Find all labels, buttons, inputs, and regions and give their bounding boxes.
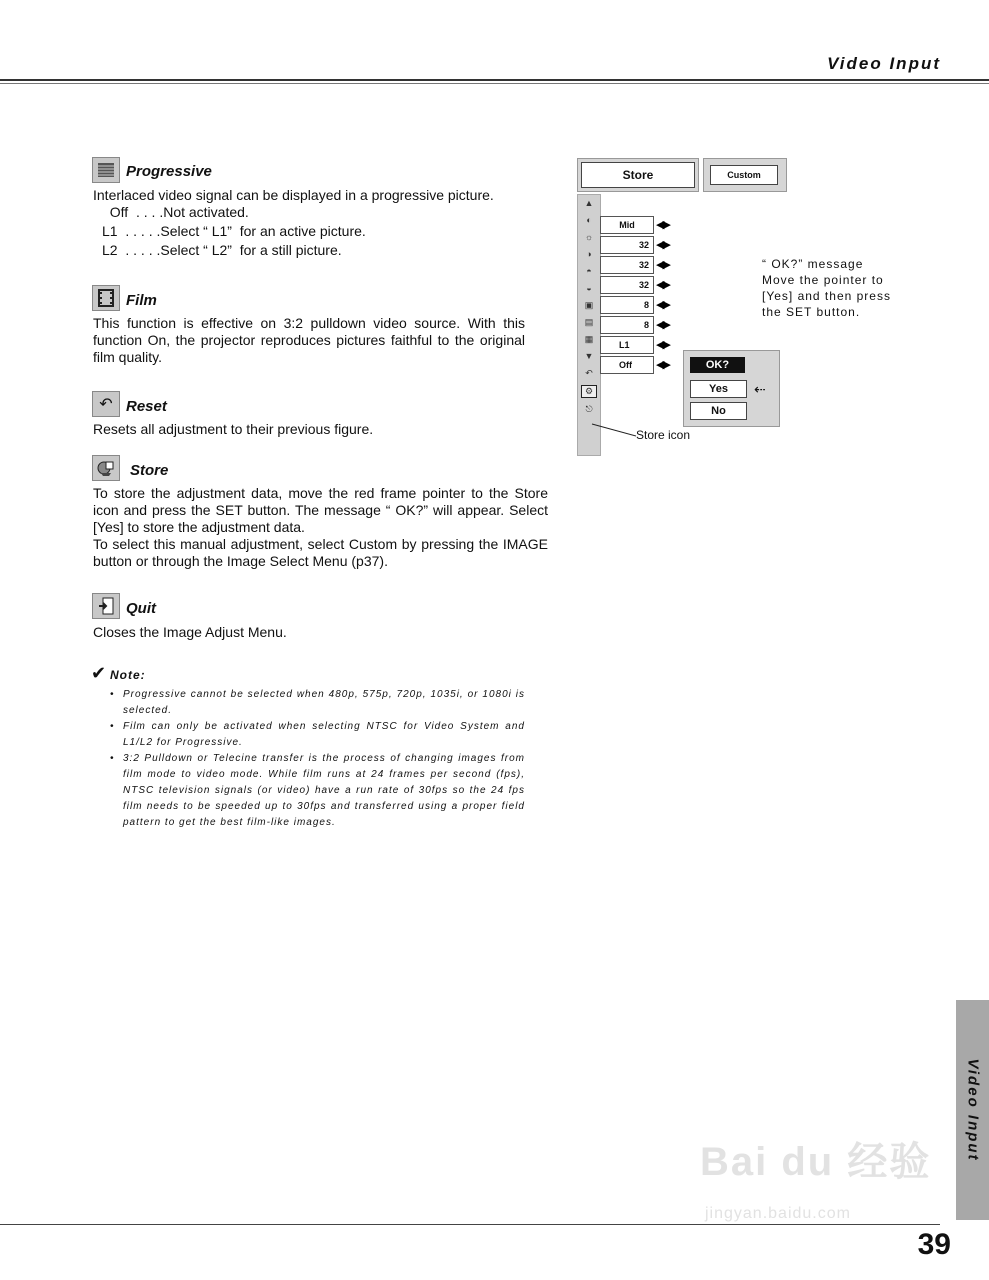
value-box[interactable]: 8 (600, 316, 654, 334)
store-menu-icon[interactable]: ⚙ (581, 385, 597, 398)
no-button[interactable]: No (690, 402, 747, 420)
ok-message-caption: “ OK?” message Move the pointer to [Yes] and then press the SET button. (762, 257, 891, 319)
watermark-url: jingyan.baidu.com (705, 1205, 851, 1222)
header-rule-thin (0, 83, 989, 84)
adjust-arrows-icon[interactable]: ◀▶ (656, 339, 669, 351)
page-number: 39 (917, 1228, 951, 1261)
reset-icon: ↶ (92, 391, 120, 417)
progressive-menu-icon[interactable]: ▤ (584, 317, 594, 327)
adjust-arrows-icon[interactable]: ◀▶ (656, 219, 669, 231)
film-title: Film (126, 292, 157, 309)
page-header-title: Video Input (827, 54, 941, 73)
reset-description: Resets all adjustment to their previous figure. (93, 421, 374, 437)
watermark-logo: Bai du 经验 (700, 1140, 932, 1184)
progressive-title: Progressive (126, 163, 212, 180)
side-tab-label: Video Input (964, 1058, 981, 1162)
ok-dialog-title: OK? (690, 357, 745, 373)
brightness-icon[interactable]: ☼ (584, 232, 594, 242)
adjust-arrows-icon[interactable]: ◀▶ (656, 319, 669, 331)
store-custom-description: To select this manual adjustment, select Custom by pressing the IMAGE button or through the Image Select Menu (p37). (93, 536, 548, 569)
scroll-down-icon[interactable]: ▼ (584, 351, 594, 361)
value-box[interactable]: L1 (600, 336, 654, 354)
sharpness-icon[interactable]: ▣ (584, 300, 594, 310)
value-box[interactable]: 8 (600, 296, 654, 314)
value-box[interactable]: Off (600, 356, 654, 374)
menu-mode-bar (703, 158, 787, 192)
value-box[interactable]: 32 (600, 256, 654, 274)
progressive-option-l2: L2 . . . . .Select “ L2” for a still picture. (102, 242, 342, 258)
note-list (110, 687, 525, 831)
checkmark-icon: ✔ (91, 663, 107, 683)
film-menu-icon[interactable]: ▦ (584, 334, 594, 344)
note-item: • Progressive cannot be selected when 480p, 575p, 720p, 1035i, or 1080i is selected. (110, 687, 525, 719)
side-tab (956, 1000, 989, 1220)
store-title: Store (130, 462, 169, 479)
progressive-icon (92, 157, 120, 183)
tint-icon[interactable]: ◓ (586, 266, 592, 276)
value-box[interactable]: 32 (600, 276, 654, 294)
progressive-option-l1: L1 . . . . .Select “ L1” for an active picture. (102, 223, 366, 239)
note-item: • Film can only be activated when selecting NTSC for Video System and L1/L2 for Progressive. (110, 719, 525, 751)
note-item: • 3:2 Pulldown or Telecine transfer is the process of changing images from film mode to video mode. While film runs at 24 frames per second (fps), NTSC television signals (or video) have a run rate of 30fps so the 24 fps film needs to be speeded up to 30fps and transferred using a proper field pattern to get the best film-like images. (110, 751, 525, 831)
note-heading: Note: (110, 668, 146, 682)
adjust-arrows-icon[interactable]: ◀▶ (656, 279, 669, 291)
menu-icon-strip (577, 194, 601, 456)
quit-icon (92, 593, 120, 619)
adjust-arrows-icon[interactable]: ◀▶ (656, 299, 669, 311)
yes-button[interactable]: Yes (690, 380, 747, 398)
pointer-arrow-icon: ⇠ (754, 381, 766, 397)
progressive-options (102, 203, 366, 260)
store-icon-caption: Store icon (636, 428, 691, 442)
progressive-option-off: Off . . . .Not activated. (102, 204, 249, 220)
value-box[interactable]: Mid (600, 216, 654, 234)
film-icon (92, 285, 120, 311)
white-balance-icon[interactable]: ◒ (586, 283, 592, 293)
film-description: This function is effective on 3:2 pulldown video source. With this function On, the projector reproduces pictures faithful to the original film quality. (93, 315, 525, 365)
adjust-arrows-icon[interactable]: ◀▶ (656, 259, 669, 271)
store-description: To store the adjustment data, move the red frame pointer to the Store icon and press the SET button. The message “ OK?” will appear. Select [Yes] to store the adjustment data. (93, 485, 548, 535)
value-box[interactable]: 32 (600, 236, 654, 254)
store-icon-leader-line (590, 420, 640, 440)
color-icon[interactable]: ◑ (586, 249, 592, 259)
quit-description: Closes the Image Adjust Menu. (93, 624, 287, 640)
store-icon (92, 455, 120, 481)
menu-title-bar (577, 158, 699, 192)
progressive-description: Interlaced video signal can be displayed in a progressive picture. (93, 187, 494, 203)
reset-title: Reset (126, 398, 167, 415)
footer-rule (0, 1224, 940, 1225)
contrast-icon[interactable]: ◐ (586, 215, 592, 225)
menu-title: Store (581, 162, 695, 188)
quit-title: Quit (126, 600, 156, 617)
header-rule (0, 79, 989, 81)
menu-values (600, 210, 680, 378)
scroll-up-icon[interactable]: ▲ (584, 198, 594, 208)
menu-mode: Custom (710, 165, 778, 185)
reset-menu-icon[interactable]: ↶ (585, 368, 593, 378)
adjust-arrows-icon[interactable]: ◀▶ (656, 239, 669, 251)
quit-menu-icon[interactable]: ⎋ (585, 404, 593, 414)
adjust-arrows-icon[interactable]: ◀▶ (656, 359, 669, 371)
ok-dialog (683, 350, 780, 427)
